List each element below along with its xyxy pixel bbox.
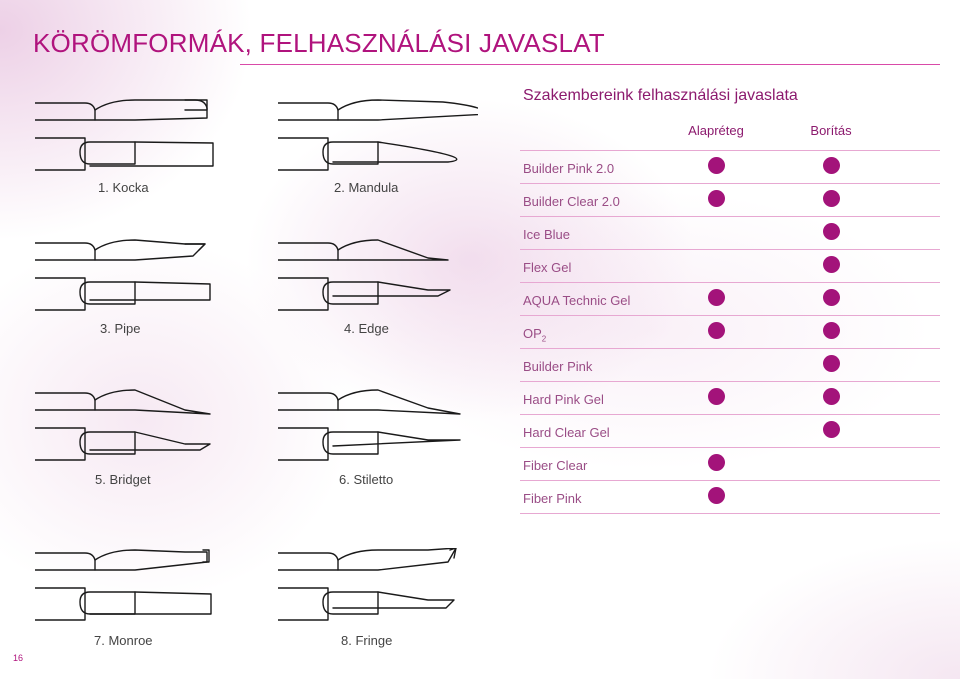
table-row — [520, 216, 940, 250]
boritas-dot — [823, 388, 840, 405]
nail-shape-fringe-illustration — [278, 548, 478, 628]
nail-shape-label: 5. Bridget — [95, 472, 151, 487]
column-header-alapreteg: Alapréteg — [688, 123, 744, 138]
product-name — [523, 161, 614, 176]
table-title: Szakembereink felhasználási javaslata — [523, 87, 798, 104]
table-row — [520, 447, 940, 481]
product-name-text: Flex Gel — [523, 260, 572, 275]
alapreteg-dot — [708, 190, 725, 207]
product-name — [523, 260, 571, 275]
table-bottom-rule — [520, 513, 940, 514]
boritas-dot — [823, 289, 840, 306]
product-name — [523, 194, 620, 209]
boritas-dot — [823, 355, 840, 372]
nail-shape-edge-illustration — [278, 238, 478, 318]
nail-shape-square-illustration — [35, 98, 235, 178]
table-row — [520, 282, 940, 316]
table-row — [520, 315, 940, 349]
product-name-text: Hard Clear Gel — [523, 425, 610, 440]
nail-shape-label: 2. Mandula — [334, 180, 399, 195]
boritas-dot — [823, 421, 840, 438]
nail-shape-stiletto-illustration — [278, 388, 478, 468]
product-name-text: Fiber Pink — [523, 491, 582, 506]
table-row — [520, 414, 940, 448]
product-name — [523, 227, 570, 242]
alapreteg-dot — [708, 487, 725, 504]
nail-shape-label: 4. Edge — [344, 321, 389, 336]
boritas-dot — [823, 223, 840, 240]
product-name — [523, 458, 587, 473]
product-name-text: Builder Pink — [523, 359, 593, 374]
product-name — [523, 491, 582, 506]
nail-shape-label: 7. Monroe — [94, 633, 153, 648]
product-name — [523, 293, 630, 308]
alapreteg-dot — [708, 157, 725, 174]
alapreteg-dot — [708, 388, 725, 405]
nail-shape-label: 3. Pipe — [100, 321, 141, 336]
table-row — [520, 480, 940, 514]
product-name-text: Builder Pink 2.0 — [523, 161, 615, 176]
nail-shape-bridget-illustration — [35, 388, 235, 468]
boritas-dot — [823, 157, 840, 174]
boritas-dot — [823, 256, 840, 273]
product-name-text: OP — [523, 326, 542, 341]
table-row — [520, 183, 940, 217]
boritas-dot — [823, 322, 840, 339]
alapreteg-dot — [708, 454, 725, 471]
nail-shape-label: 1. Kocka — [98, 180, 149, 195]
page-title: KÖRÖMFORMÁK, FELHASZNÁLÁSI JAVASLAT — [33, 28, 605, 58]
product-name-text: Fiber Clear — [523, 458, 588, 473]
boritas-dot — [823, 190, 840, 207]
product-name — [523, 392, 604, 407]
product-name-text: AQUA Technic Gel — [523, 293, 631, 308]
product-name-text: Hard Pink Gel — [523, 392, 604, 407]
table-row — [520, 381, 940, 415]
product-name-text: Builder Clear 2.0 — [523, 194, 620, 209]
product-name — [523, 326, 546, 344]
column-header-boritas: Borítás — [810, 123, 852, 138]
nail-shape-label: 8. Fringe — [341, 633, 393, 648]
product-name-subscript: 2 — [541, 334, 547, 344]
table-row — [520, 348, 940, 382]
title-rule — [240, 64, 940, 65]
page-number: 16 — [13, 653, 24, 663]
product-name-text: Ice Blue — [523, 227, 570, 242]
product-name — [523, 425, 610, 440]
table-row — [520, 150, 940, 184]
nail-shape-label: 6. Stiletto — [339, 472, 394, 487]
alapreteg-dot — [708, 289, 725, 306]
table-row — [520, 249, 940, 283]
nail-shape-almond-illustration — [278, 98, 478, 178]
alapreteg-dot — [708, 322, 725, 339]
product-name — [523, 359, 592, 374]
nail-shape-pipe-illustration — [35, 238, 235, 318]
nail-shape-monroe-illustration — [35, 548, 235, 628]
